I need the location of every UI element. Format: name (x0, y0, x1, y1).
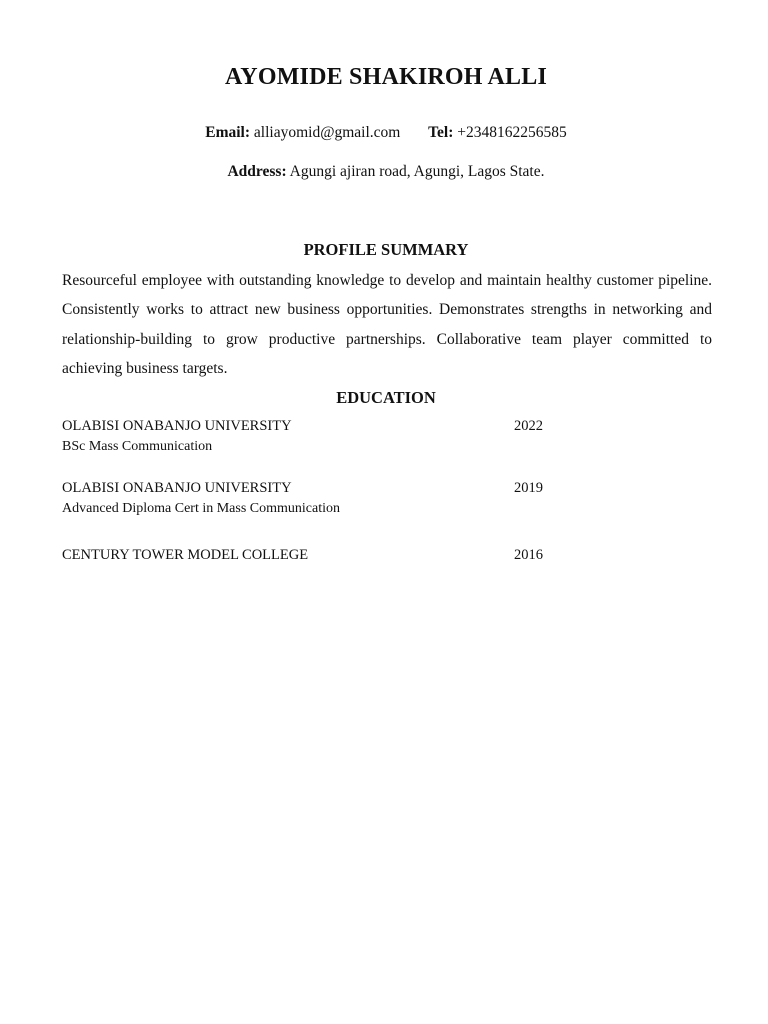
education-institution: CENTURY TOWER MODEL COLLEGE (62, 547, 309, 563)
address-value: Agungi ajiran road, Agungi, Lagos State. (289, 163, 545, 180)
profile-summary-heading: PROFILE SUMMARY (303, 240, 469, 259)
education-institution: OLABISI ONABANJO UNIVERSITY (62, 480, 292, 496)
education-year: 2016 (514, 547, 543, 563)
education-degree: Advanced Diploma Cert in Mass Communication (62, 501, 341, 516)
tel-label: Tel: (428, 124, 454, 141)
tel-value: +2348162256585 (457, 124, 567, 141)
address-line (0, 163, 768, 181)
education-year: 2019 (514, 480, 543, 496)
profile-summary-text: Resourceful employee with outstanding knowledge to develop and maintain healthy customer pipeline. Consistently works to attract new business opportunities. Demonstrates strengths in networking and relationship-building to grow productive partnerships. Collaborative team player committed to achieving business targets. (62, 272, 712, 377)
education-year: 2022 (514, 418, 543, 434)
email-value: alliayomid@gmail.com (253, 124, 401, 141)
candidate-name: AYOMIDE SHAKIROH ALLI (224, 64, 548, 90)
address-label: Address: (227, 163, 287, 180)
education-institution: OLABISI ONABANJO UNIVERSITY (62, 418, 292, 434)
email-label: Email: (205, 124, 251, 141)
contact-line (0, 124, 768, 142)
education-degree: BSc Mass Communication (62, 439, 213, 454)
education-heading: EDUCATION (336, 388, 436, 407)
